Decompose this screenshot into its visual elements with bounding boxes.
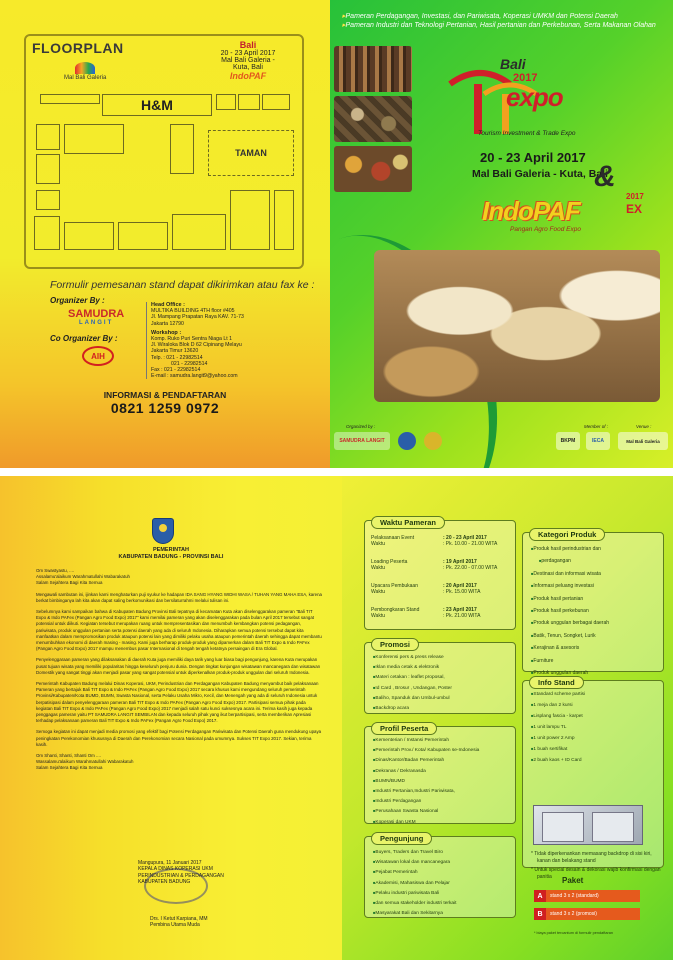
promosi-item: ■ Id Card , Brosur , Undangan, Poster [373,683,452,693]
map-zone [172,214,226,250]
promosi-title: Promosi [371,638,419,651]
organized-by-label: Organized by : [346,424,376,429]
info-stand-item: ■ 1 buah sertifikat [531,744,585,755]
email-value: samudra.langit9@yahoo.com [170,373,238,380]
kategori-item: ■ Informasi peluang investasi [531,580,661,592]
schedule-time: : Pk. 10.00 - 21.00 WITA [443,541,498,547]
cover-ampersand: & [594,160,616,193]
schedule-time: : Pk. 15.00 WITA [443,589,481,595]
sponsor-logo-ieca: IECA [586,432,610,450]
sponsor-logo-bkpm: BKPM [556,432,580,450]
map-zone-hm: H&M [102,94,212,116]
workshop-label: Workshop : [151,329,182,336]
cover-expo: expo [506,82,563,112]
co-organizer-label: Co Organizer By : [50,334,118,343]
letter-paragraph: Semoga kegiatan ini dapat menjadi media promosi yang efektif bagi Potensi Perdagangan Pariwisata dan Potensi Daerah guna mendukung upaya peningkatan Perekonomian khususnya di Daerah dan Perekonomian secara Nasional pada umumnya. Sukses TIT Expo 2017. Sekian, terima kasih. [36,729,322,747]
paket-code: B [534,908,546,920]
brand-venue: Mal Bali Galeria - Kuta, Bali [221,57,275,71]
floorplan-map [30,94,298,264]
indopaf-logo: IndoPAF [482,196,580,226]
paket-desc: stand 3 x 2 (standard) [546,890,640,902]
indopaf-ex: EX [626,202,643,216]
mall-logo-icon [75,62,95,74]
promosi-item: ■ Baliho, Spanduk dan Umbul-umbul [373,693,452,703]
info-stand-title: Info Stand [529,676,584,689]
map-zone [34,216,60,250]
workshop-line: Jl. Wiraloka Blok D 62 Cipinang Melayu [151,342,242,349]
head-office-line: MULTIKA BUILDING 4TH floor #405 [151,308,235,315]
schedule-sublabel: Waktu [371,613,385,619]
workshop-line: Jakarta Timur 13620 [151,348,199,355]
map-zone [64,124,124,154]
photo-bamboo-crafts [374,250,660,402]
schedule-time: : Pk. 22.00 - 07.00 WITA [443,565,498,571]
gov-subtitle: KABUPATEN BADUNG - PROVINSI BALI [118,554,224,560]
schedule-date: : 23 April 2017 [443,607,477,613]
organizer-label: Organizer By : [50,296,105,305]
schedule-title: Waktu Pameran [371,516,445,529]
profil-item: ■ Perusahaan Swasta Nasional [373,806,479,816]
signature-block [138,860,224,886]
map-zone [40,94,100,104]
schedule-label: Pembongkaran Stand [371,607,420,613]
sign-office: PERINDUSTRIAN & PERDAGANGAN [138,872,224,879]
info-stand-item: ■ 1 unit power 2 Amp [531,733,585,744]
promosi-item: ■ Konferensi pers & press release [373,652,452,662]
paket-row [534,890,640,902]
promosi-item: ■ Materi cetakan : leaflet proposal, [373,672,452,682]
event-info-panel [342,476,673,960]
email-label: E-mail [151,373,166,380]
map-zone [262,94,290,110]
brand-paf: IndoPAF [229,71,267,81]
info-stand-list [531,689,585,766]
photo-spices [334,146,412,192]
cover-bullet: ▸ Pameran Perdagangan, Investasi, dan Pariwisata, Koperasi UMKM dan Potensi Daerah [342,12,667,21]
cover-panel [330,0,673,468]
kategori-item: ■ Kerajinan & asesoris [531,642,661,654]
map-zone [118,222,168,250]
pengunjung-box [364,836,516,918]
map-zone [216,94,236,110]
sponsor-crest-icon [398,432,416,450]
paket-desc: stand 3 x 2 (promosi) [546,908,640,920]
letter-closing: Salam Sejahtera Bagi Kita Semua [36,765,103,771]
gov-title: PEMERINTAH [153,547,189,553]
profil-item: ■ Pemerintah Prov./ Kota/ Kabupaten se-Indonesia [373,745,479,755]
pengunjung-item: ■ Masyarakat Bali dan Sekitarnya [373,908,456,918]
indopaf-subtitle: Pangan Agro Food Expo [510,226,581,233]
profil-item: ■ Dekranas / Dekranasda [373,766,479,776]
floorplan-title: FLOORPLAN [32,40,124,56]
mall-logo-text: Mal Bali Galeria [64,75,107,81]
kategori-item: ■ Furniture [531,655,661,667]
pengunjung-title: Pengunjung [371,832,432,845]
paket-row [534,908,640,920]
workshop-line: Komp. Ruko Puri Sentra Niaga Lt 1 [151,336,233,343]
floorplan-panel [0,0,330,468]
signer-rank: Pembina Utama Muda [150,922,200,929]
kategori-item: ■ perdagangan [531,555,661,567]
info-stand-item: ■ 2 buah kaos + ID Card [531,755,585,766]
co-organizer-logo: AIH [82,346,114,366]
kategori-item: ■ Produk unggulan daerah [531,667,661,679]
signer [150,916,208,929]
profil-box [364,726,516,824]
organizer-logo [68,308,124,326]
kategori-box [522,530,664,677]
promosi-item: ■ Backdrop acara [373,703,452,713]
floorplan-brand [218,40,278,81]
info-stand-item: ■ 1 unit lampu TL [531,722,585,733]
profil-item: ■ Koperasi dan UKM [373,817,479,827]
schedule-time: : Pk. 21.00 WITA [443,613,481,619]
kategori-item: ■ Produk hasil pertanian [531,593,661,605]
promosi-box [364,642,516,714]
telp-label: Telp. [151,354,162,361]
mall-logo [64,62,106,81]
event-venue: Mal Bali Galeria - Kuta, Bali [472,168,608,180]
pengunjung-list [373,847,456,918]
profil-item: ■ Kementerian / Instansi Pemerintah [373,735,479,745]
kategori-item: ■ Destinasi dan informasi wisata [531,568,661,580]
map-zone [170,124,194,174]
fax-value: 021 - 22982514 [163,367,201,374]
brand-bali: Bali [239,40,257,50]
indopaf-year: 2017 [626,192,644,201]
stand-notes [531,851,666,883]
schedule-date: : 19 April 2017 [443,559,477,565]
pengunjung-item: ■ Buyers, Traders dan Travel Biro [373,847,456,857]
pengunjung-item: ■ dan semua stakeholder industri terkait [373,898,456,908]
stand-note: * Tidak diperkenankan memasang backdrop di sisi kiri, kanan dan belakang stand [531,851,652,864]
pengunjung-item: ■ Akademisi, Mahasiswa dan Pelajar [373,878,456,888]
letter-paragraph: Pemerintah Kabupaten Badung melalui Dinas Koperasi, UKM, Perindustrian dan Perdagangan Kabupaten Badung menyambut baik pelaksanaan Pameran yang bertajuk Bali TIT Expo & Indo PAFex (Pangan Agro Food Expo) 2017 secara khusus kami mengundang seluruh pemerintah Provinsi/Kabupaten/Kota BUMD, BUMN, Swasta Nasional, serta Pelaku Usaha Mikro, Kecil, dan Menengah yang ada di seluruh Indonesia untuk berpatisipasi dalam penyelenggaraan pameran Bali TIT Expo & Indo PAFex (Pangan Agro Food Expo) 2017. Partisipasi semua pihak pada kegiatan Bali TIT Expo & Indo PAFex (Pangan Agro Food Expo) 2017 menjadi salah satu kunci suksesnya acara ini. Terima kasih juga kepada penggagas pameran yaitu PT SAMUDRA LANGIT SEMBILAN dan kepada seluruh pihak yang ikut berpartisipasi, serta memberikan Apresiasi terhadap pelaksanaan pameran Bali TIT Expo & Indo PAFex (Pangan Agro Food Expo) 2017. [36,681,319,724]
kategori-item: ■ Produk hasil perindustrian dan [531,543,661,555]
registration-title: INFORMASI & PENDAFTARAN [103,390,227,400]
info-stand-item: ■ Standard scheme partisi [531,689,585,700]
map-zone [238,94,260,110]
schedule-label: Loading Peserta [371,559,408,565]
kategori-list [531,543,661,679]
kategori-title: Kategori Produk [529,528,605,541]
map-zone [64,222,114,250]
promosi-list [373,652,452,713]
letter-salam: Salam Sejahtera Bagi Kita Semua [36,580,103,586]
pengunjung-item: ■ Wisatawan lokal dan mancanegara [373,857,456,867]
brand-date: 20 - 23 April 2017 [220,50,276,57]
telp-value: 021 - 22982514 [171,360,208,367]
schedule-date: : 20 - 23 April 2017 [443,535,487,541]
map-zone [36,154,60,184]
organizer-name: SAMUDRA [68,308,125,320]
map-zone [36,124,60,150]
map-zone-taman: TAMAN [208,130,294,176]
sign-office: KEPALA DINAS KOPERASI UKM [138,866,213,873]
letter-closing: Om Shanti, Shanti, Shanti Om .... [36,753,101,759]
sponsor-seal-icon [424,432,442,450]
venue-label: Venue : [636,424,652,429]
cover-bullet: ▸ Pameran Industri dan Teknologi Pertanian, Hasil pertanian dan Perkebunan, Serta Makanan Olahan [342,21,667,30]
photo-masks [334,96,412,142]
profil-item: ■ Industri Perdagangan [373,796,479,806]
pengunjung-item: ■ Pelaku industri pariwisata Bali [373,888,456,898]
cover-bali: Bali [500,56,526,72]
booth-illustration [533,805,643,845]
schedule-box [364,520,516,630]
letter-greeting: Om Swastyastu, .... [36,568,75,573]
sign-place-date: Mangupura, 11 Januari 2017 [138,860,202,866]
profil-item: ■ Industri Pertanian,Industri Pariwisata, [373,786,479,796]
kategori-item: ■ Produk hasil perkebunan [531,605,661,617]
info-stand-item: ■ 1 meja dan 2 kursi [531,700,585,711]
schedule-label: Pelaksanaan Event [371,535,415,541]
letter-body [36,568,322,777]
pengunjung-item: ■ Pejabat Pemerintah [373,867,456,877]
kategori-item: ■ Batik, Tenun, Songket, Lurik [531,630,661,642]
paket-title: Paket [562,876,584,885]
signer-name: Drs. I Ketut Karpiana, MM [150,916,208,922]
event-date: 20 - 23 April 2017 [480,150,586,165]
telp-value: 021 - 22982514 [166,354,203,361]
head-office-label: Head Office : [151,302,185,308]
organizer-sub: LANGIT [78,320,114,326]
letter-paragraph: Penyelenggaraan pameran yang dilaksanakan di daerah Kuta juga memiliki daya tarik yang luar biasa bagi pengunjung, karena Kuta merupakan pusat tujuan wisata yang memiliki popularitas hingga keseluruh penjuru dunia. Dengan tingkat kunjungan wisatawan mancanegara dan wisatawan Domestik yang sangat tinggi akan menjadi pasar yang sangat potensial untuk diperkenalkan produk-produk unggulan dari seluruh Indonesia. [36,657,321,675]
photo-woodcarving [334,46,412,92]
schedule-sublabel: Waktu [371,541,385,547]
cover-year: 2017 [513,72,538,84]
schedule-sublabel: Waktu [371,589,385,595]
sponsor-logo-samudra: SAMUDRA LANGIT [334,432,390,450]
promosi-item: ■ Iklan media cetak & elektronik [373,662,452,672]
schedule-sublabel: Waktu [371,565,385,571]
brochure-inside-spread [0,476,673,960]
fax-label: Fax [151,367,160,374]
profil-item: ■ Dinas/Kantor/Badan Pemerintah [373,755,479,765]
profil-list [373,735,479,827]
head-office-line: Jl. Mampang Prapatan Raya KAV. 71-73 [151,314,244,321]
letter-salam: Assalamu'alaikum Warahmatullahi Wabarakatuh [36,574,130,580]
sponsor-logo-mall: Mal Bali Galeria [618,432,668,450]
map-zone [230,190,270,250]
sign-office: KABUPATEN BADUNG [138,879,191,886]
registration-phone: 0821 1259 0972 [110,400,220,416]
head-office-line: Jakarta 12790 [151,320,184,327]
paket-note: * biaya paket tercantum di formulir pendaftaran [534,931,613,935]
info-stand-item: ■ Lisplang fascia - karpet [531,711,585,722]
badung-crest-icon [152,518,174,544]
brochure-cover-spread [0,0,673,468]
cover-bullets [342,12,667,30]
stand-note: * Untuk special desain & dekorasi wajib konfirmasi dengan panitia [531,867,661,880]
member-of-label: Member of : [584,424,609,429]
letter-paragraph: Mengawali sambutan ini, ijinkan kami menghaturkan puji syukur ke hadapan IDA SANG HYANG WIDHI WASA / TUHAN YANG MAHA ESA, karena berkat bimbinganya lah kita akan dapat saling berkomunikasi dan bersilaturrahmi melalui tulisan ini. [36,591,322,603]
profil-item: ■ BUMN/BUMD [373,776,479,786]
schedule-label: Upacara Pembukaan [371,583,418,589]
info-stand-box [522,678,664,880]
welcome-letter-panel [0,476,342,960]
schedule-date: : 20 April 2017 [443,583,477,589]
order-form-instruction: Formulir pemesanan stand dapat dikirimkan atau fax ke : [50,279,315,291]
kategori-item: ■ Produk unggulan berbagai daerah [531,617,661,629]
map-zone [274,190,294,250]
paket-code: A [534,890,546,902]
letter-paragraph: Sebelumnya kami sampaikan bahwa di Kabupaten Badung Provinsi Bali tepatnya di kecamatan Kuta akan diselenggarakan pameran "Bali TIT Expo & Indo PAFex (Pangan Agro Food Expo) 2017" kami memilai pameran yang akan diselenggarakan pada bulan April 2017 tersebut sangat potensial untuk diikuti. Kegiatan tersebut merupakan ruang untuk mempresentasikan dan menumbuh kembangkan potensi pedagangan, pariwisata, produk unggulan pertanian serta potensi daerah yang ada di seluruh Indonesia. Diharapkan semua potensi tersebut dapat kita manfaatkan dalam mempromosikan produk ataupun potensi lain yang dimiliki pelaku usaha ataupun pemerintah daerah sehingga dapat membantu menumbuhkan ekonomi di daerah masing - masing. Kami juga berharap produk-produk yang dipamerkan dalam Bali TIT Expo & Indo PAFex (Pangan Agro Food Expo) 2017 mampu menembus pasar Internasional di tengah tengah ketatnya persaingan di Era Global. [36,609,322,652]
profil-title: Profil Peserta [371,722,437,735]
office-contact-block: Head Office : MULTIKA BUILDING 4TH floor #405 Jl. Mampang Prapatan Raya KAV. 71-73 Jakarta 12790 Workshop : Komp. Ruko Puri Sentra Niaga Lt 1 Jl. Wiraloka Blok D 62 Cipinang Melayu Jakarta Timur 13620 Telp. : 021 - 22982514 021 - 22982514 Fax : 021 - 22982514 E-mail : samudra.langit9@yahoo.com [146,302,296,379]
cover-tagline: Tourism Investment & Trade Expo [478,130,576,137]
map-zone [36,190,60,210]
letter-closing: Wassalamu'alaikum Warahmatullahi Wabarakatuh [36,759,134,765]
